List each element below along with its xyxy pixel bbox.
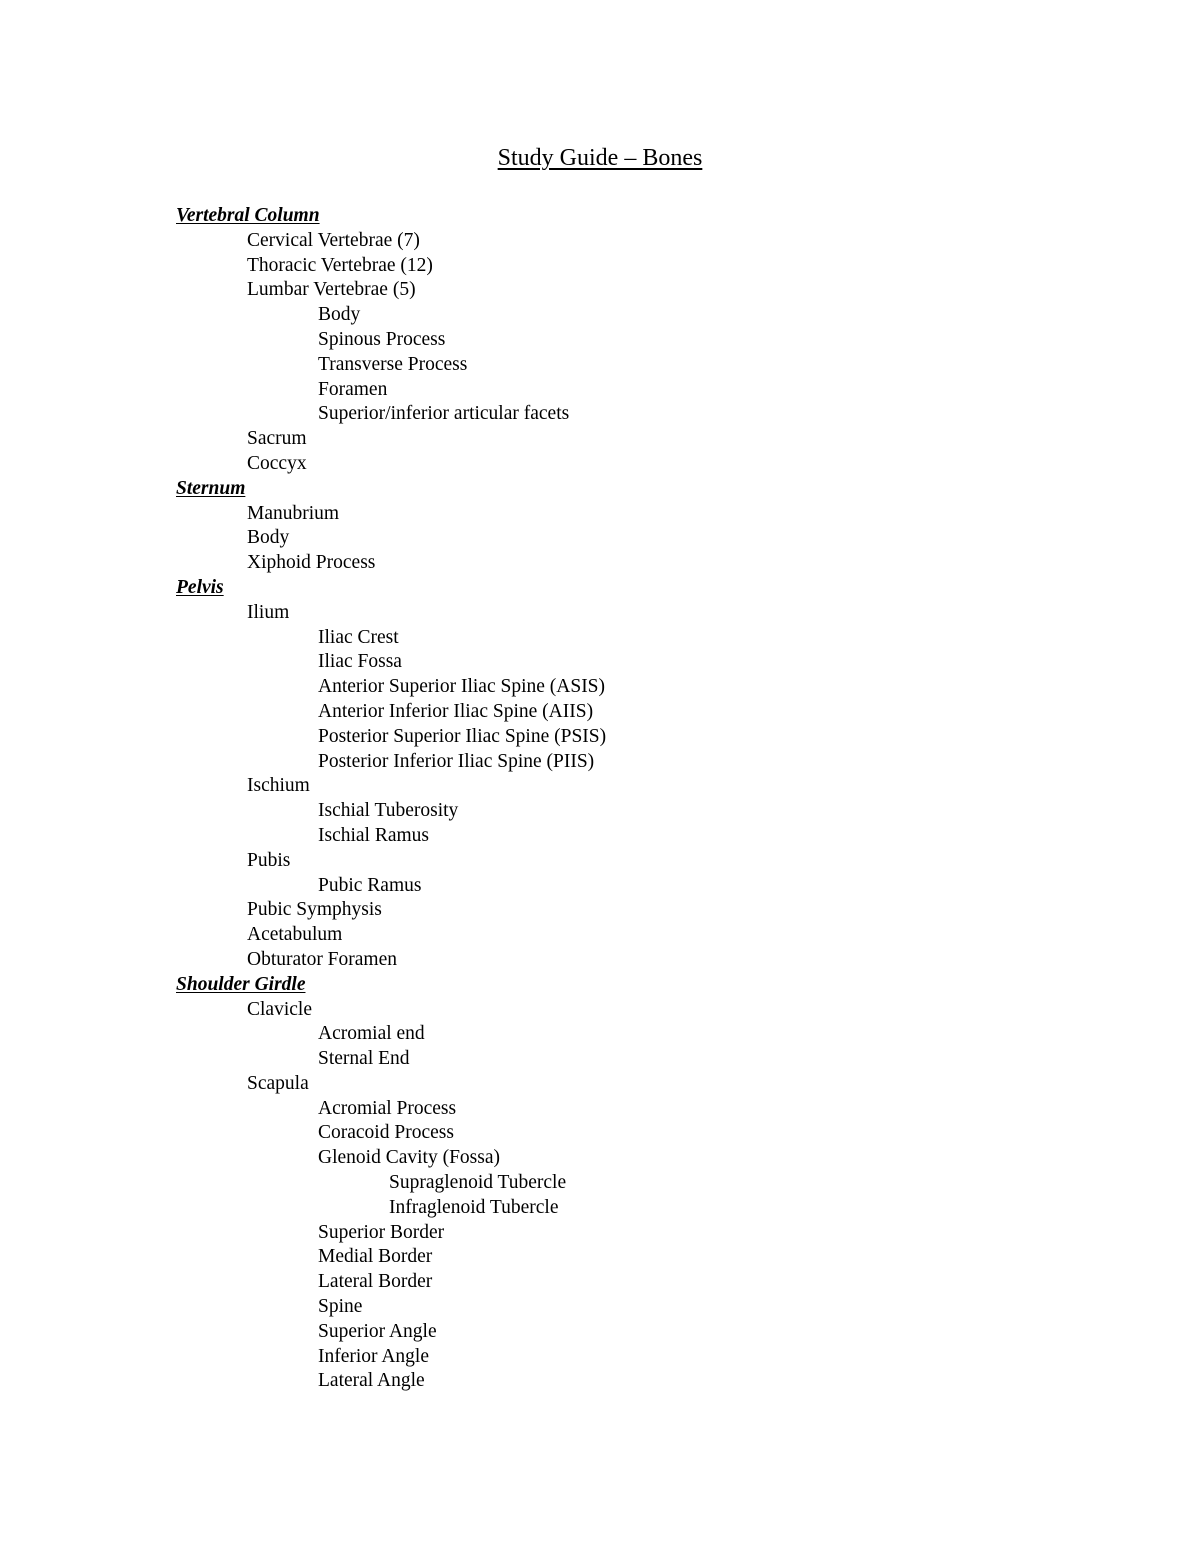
outline-item: Thoracic Vertebrae (12) [247, 254, 433, 276]
section-heading: Vertebral Column [176, 205, 320, 226]
outline-item: Superior/inferior articular facets [318, 403, 570, 425]
outline-item: Body [318, 304, 361, 326]
outline-item: Anterior Inferior Iliac Spine (AIIS) [318, 700, 594, 722]
outline-item: Manubrium [247, 502, 340, 524]
outline-item: Transverse Process [318, 353, 468, 375]
outline-item: Posterior Inferior Iliac Spine (PIIS) [318, 750, 595, 772]
outline-item: Sacrum [247, 428, 307, 450]
section-heading: Shoulder Girdle [176, 973, 306, 995]
outline-item: Coccyx [247, 452, 307, 474]
outline-item: Acetabulum [247, 924, 343, 946]
outline-item: Ischial Tuberosity [318, 800, 459, 822]
outline-item: Infraglenoid Tubercle [389, 1196, 559, 1218]
outline-item: Ischium [247, 775, 310, 797]
outline-item: Posterior Superior Iliac Spine (PSIS) [318, 725, 607, 747]
outline-item: Body [247, 527, 290, 549]
outline-item: Scapula [247, 1072, 309, 1094]
outline-item: Lateral Angle [318, 1370, 425, 1392]
outline-item: Glenoid Cavity (Fossa) [318, 1147, 500, 1169]
outline-item: Iliac Fossa [318, 651, 402, 673]
outline-item: Spine [318, 1296, 363, 1318]
outline-item: Pubic Ramus [318, 874, 422, 896]
document-title: Study Guide – Bones [497, 145, 703, 171]
outline-item: Foramen [318, 378, 388, 400]
outline-item: Superior Border [318, 1221, 445, 1243]
outline-item: Spinous Process [318, 328, 446, 350]
outline-item: Lateral Border [318, 1271, 433, 1293]
outline-item: Obturator Foramen [247, 948, 398, 970]
section-heading: Pelvis [176, 576, 224, 598]
outline-item: Coracoid Process [318, 1122, 454, 1144]
outline-item: Pubic Symphysis [247, 899, 382, 921]
outline-item: Clavicle [247, 998, 312, 1020]
outline-item: Acromial Process [318, 1097, 457, 1119]
outline-item: Anterior Superior Iliac Spine (ASIS) [318, 676, 606, 698]
outline-item: Cervical Vertebrae (7) [247, 229, 420, 251]
outline-item: Superior Angle [318, 1320, 437, 1342]
outline-item: Lumbar Vertebrae (5) [247, 279, 416, 301]
outline-item: Ilium [247, 601, 290, 623]
outline-item: Sternal End [318, 1048, 410, 1070]
section-heading: Sternum [176, 477, 246, 499]
outline-item: Xiphoid Process [247, 552, 376, 574]
outline-list [176, 204, 1076, 1394]
outline-item: Supraglenoid Tubercle [389, 1172, 567, 1194]
outline-item: Pubis [247, 849, 291, 871]
outline-item: Inferior Angle [318, 1345, 430, 1367]
outline-item: Acromial end [318, 1023, 425, 1045]
outline-item: Medial Border [318, 1246, 433, 1268]
outline-item: Iliac Crest [318, 626, 399, 648]
outline-item: Ischial Ramus [318, 824, 430, 846]
